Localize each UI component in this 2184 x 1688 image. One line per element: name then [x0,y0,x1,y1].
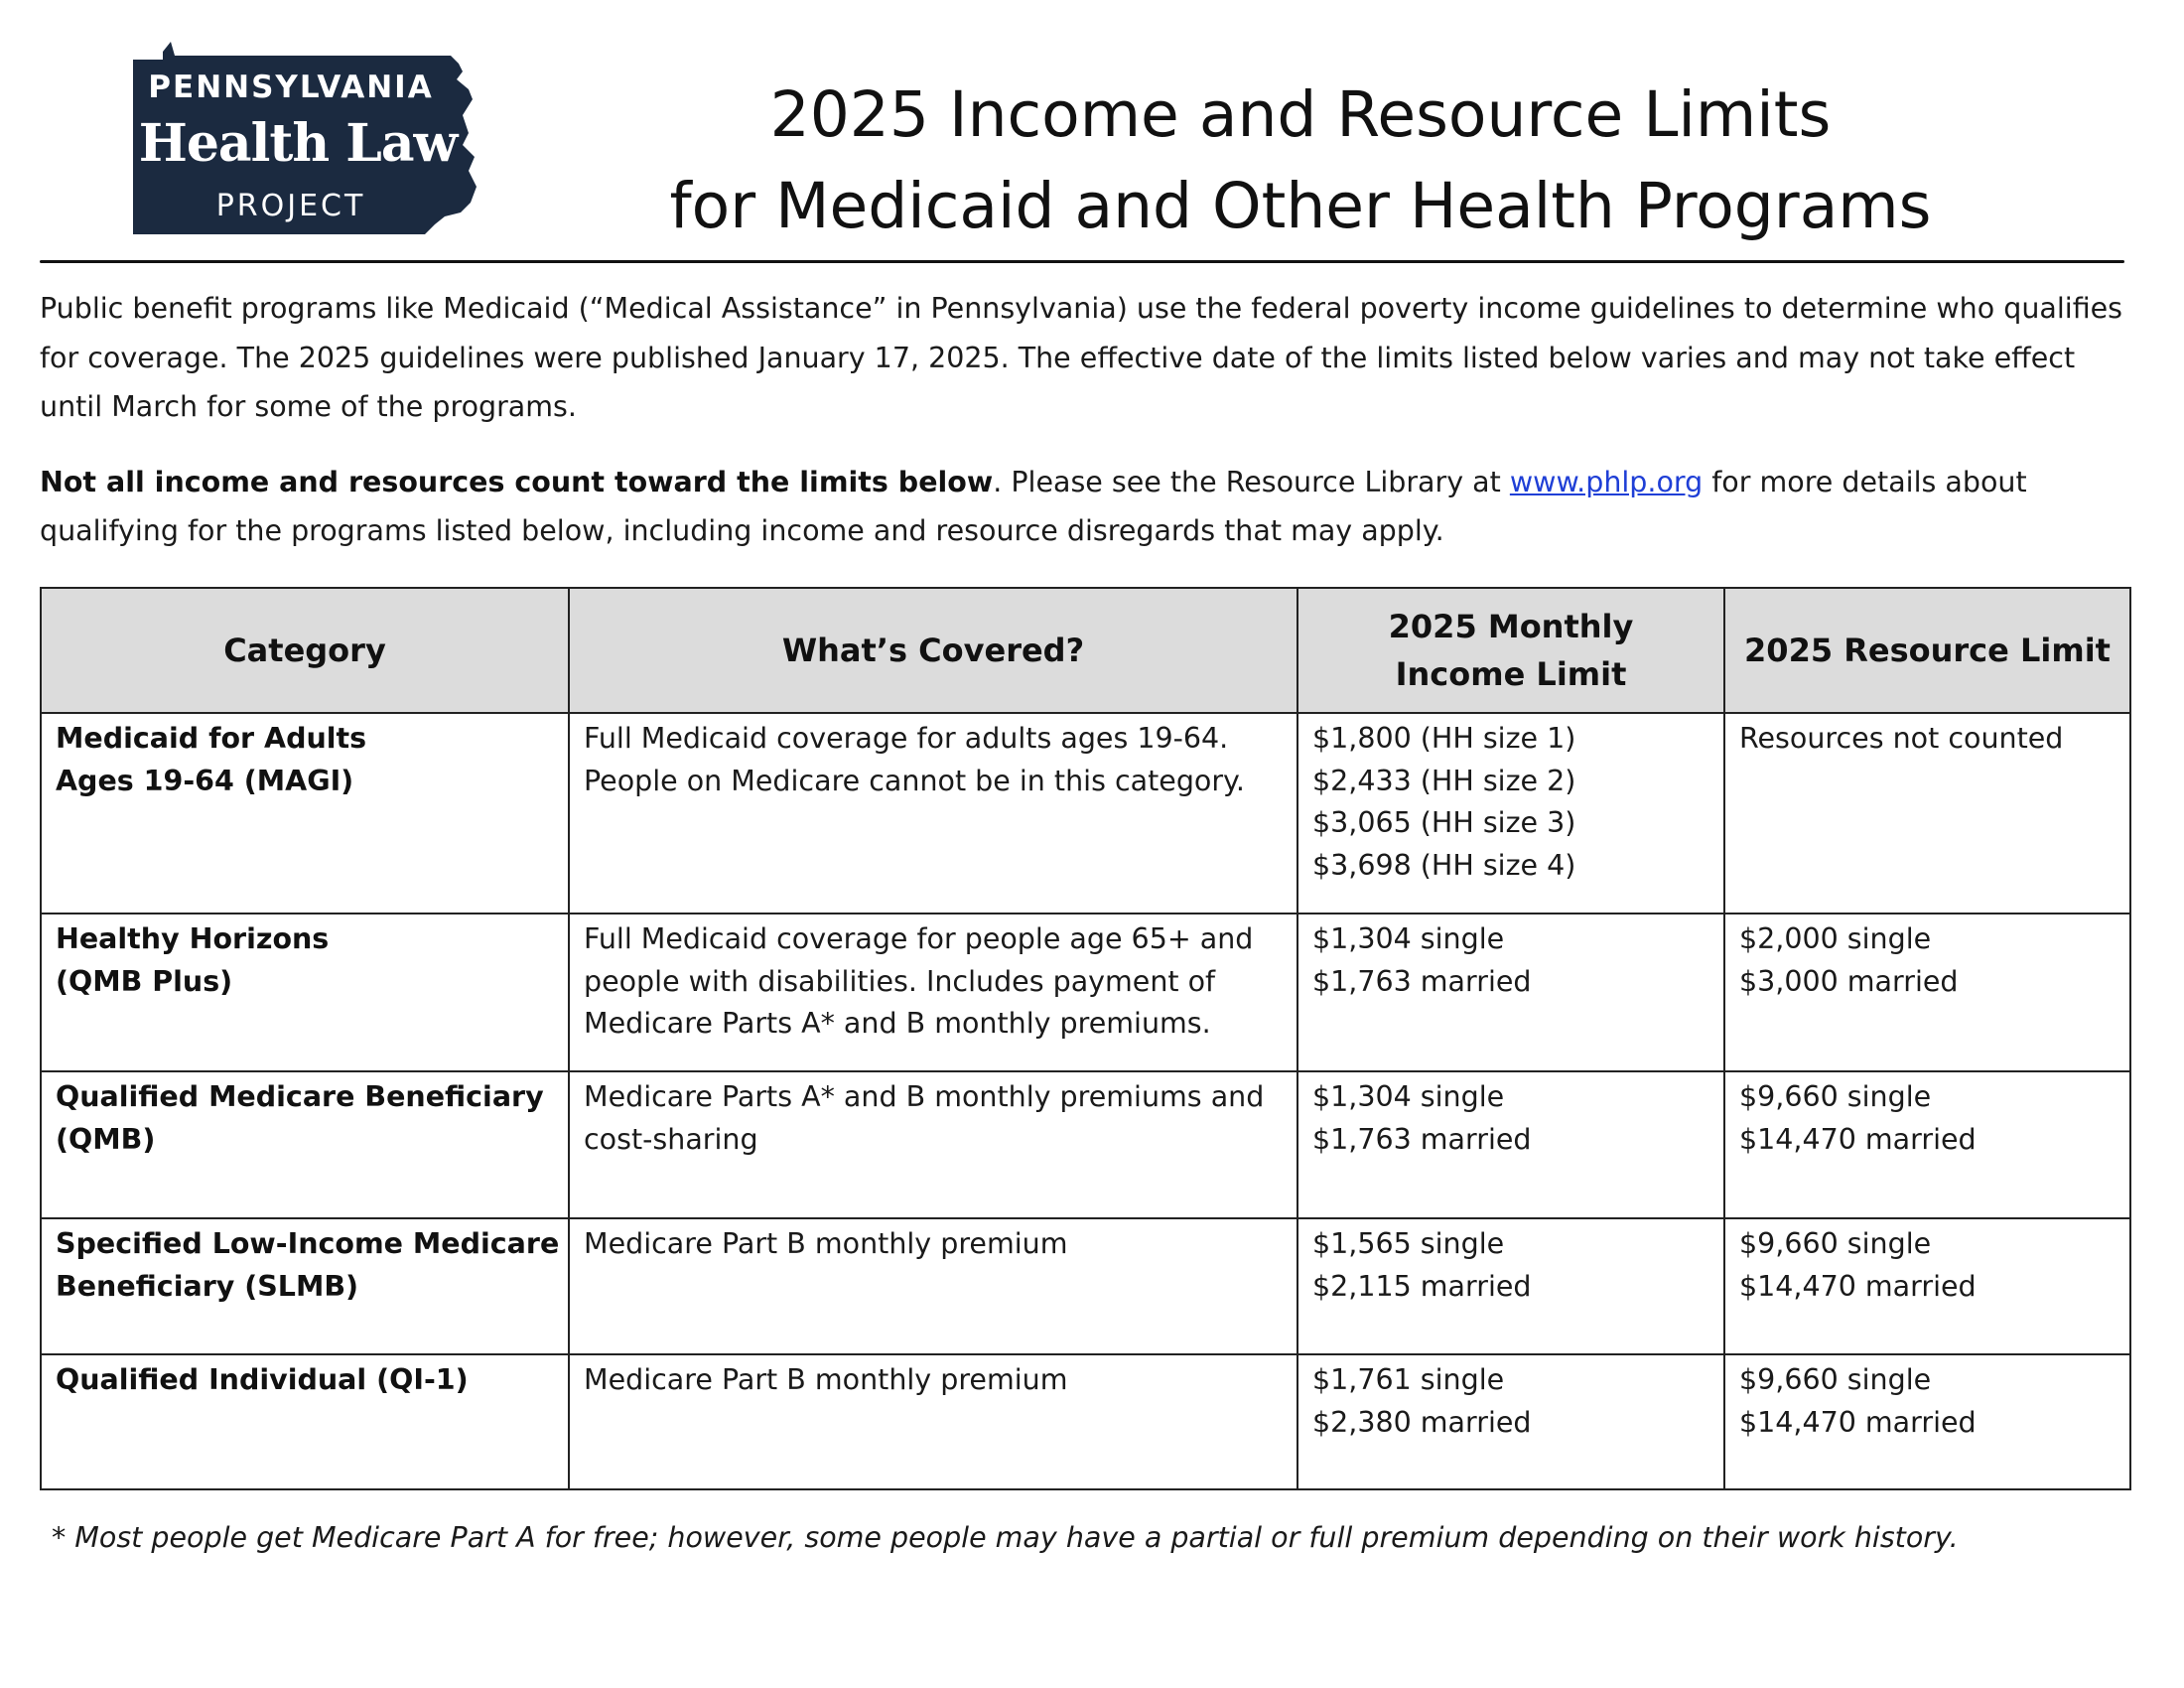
title-line-2: for Medicaid and Other Health Programs [669,170,1932,242]
cell-line: people with disabilities. Includes payment of [584,964,1216,998]
intro-post-link: for more details about qualifying for the programs listed below, including income and resource disregards that may apply. [40,465,2027,547]
cell-line: (QMB Plus) [56,964,233,998]
intro-pre-link: . Please see the Resource Library at [993,465,1510,498]
table-row [41,1218,2130,1354]
category-cell [41,914,569,1071]
logo-line-health-law: Health Law [138,113,458,174]
cell-line: Ages 19-64 (MAGI) [56,764,354,797]
table-row [41,1354,2130,1489]
header-income-limit [1297,588,1724,713]
intro-text [40,284,2144,556]
income-cell [1297,1354,1724,1489]
header-income-line-1: 2025 Monthly [1388,608,1634,645]
covered-cell [569,1218,1297,1354]
resource-cell [1724,1071,2130,1218]
cell-line: $1,304 single [1312,922,1505,955]
cell-line: Medicare Parts A* and B monthly premiums and [584,1080,1265,1113]
footnote: * Most people get Medicare Part A for free; however, some people may have a partial or full premium depending on their work history. [52,1521,1959,1554]
cell-line: $14,470 married [1739,1405,1977,1439]
cell-line: $9,660 single [1739,1227,1932,1260]
cell-line: Medicare Part B monthly premium [584,1227,1068,1260]
covered-cell [569,1071,1297,1218]
cell-line: Beneficiary (SLMB) [56,1269,359,1303]
cell-line: $1,763 married [1312,1122,1532,1156]
table-row [41,713,2130,914]
cell-line: Full Medicaid coverage for adults ages 19-64. [584,722,1229,755]
cell-line: $9,660 single [1739,1363,1932,1396]
table-header-row [41,588,2130,713]
phlp-website-link[interactable]: www.phlp.org [1509,465,1704,498]
cell-line: $1,565 single [1312,1227,1505,1260]
category-cell [41,1071,569,1218]
cell-line: $9,660 single [1739,1080,1932,1113]
cell-line: $3,065 (HH size 3) [1312,806,1576,839]
cell-line: Full Medicaid coverage for people age 65+ and [584,922,1254,955]
logo-line-project: PROJECT [215,189,366,223]
cell-line: $3,000 married [1739,964,1959,998]
category-cell [41,1218,569,1354]
table-row [41,1071,2130,1218]
resource-cell [1724,713,2130,914]
covered-cell [569,1354,1297,1489]
cell-line: Medicare Part B monthly premium [584,1363,1068,1396]
income-cell [1297,713,1724,914]
header-covered: What’s Covered? [569,588,1297,713]
header-category: Category [41,588,569,713]
resource-cell [1724,1354,2130,1489]
intro-paragraph-2 [40,458,2144,556]
cell-line: $2,115 married [1312,1269,1532,1303]
resource-cell [1724,914,2130,1071]
cell-line: $2,433 (HH size 2) [1312,764,1576,797]
cell-line: $1,763 married [1312,964,1532,998]
resource-cell [1724,1218,2130,1354]
cell-line: cost-sharing [584,1122,758,1156]
cell-line: Specified Low-Income Medicare [56,1227,560,1260]
category-cell [41,1354,569,1489]
cell-line: $14,470 married [1739,1122,1977,1156]
cell-line: Medicare Parts A* and B monthly premiums. [584,1007,1211,1040]
intro-paragraph-1: Public benefit programs like Medicaid (“Medical Assistance” in Pennsylvania) use the federal poverty income guidelines to determine who qualifies for coverage. The 2025 guidelines were published January 17, 2025. The effective date of the limits listed below varies and may not take effect until March for some of the programs. [40,292,2123,423]
limits-table [40,587,2131,1490]
page-title [556,70,2045,252]
cell-line: Qualified Medicare Beneficiary [56,1080,544,1113]
header-resource-limit: 2025 Resource Limit [1724,588,2130,713]
cell-line: Resources not counted [1739,722,2064,755]
cell-line: $1,761 single [1312,1363,1505,1396]
cell-line: Qualified Individual (QI-1) [56,1363,469,1396]
cell-line: Healthy Horizons [56,922,330,955]
table-row [41,914,2130,1071]
income-cell [1297,914,1724,1071]
covered-cell [569,713,1297,914]
logo-line-pennsylvania: PENNSYLVANIA [148,70,434,105]
income-cell [1297,1071,1724,1218]
income-cell [1297,1218,1724,1354]
covered-cell [569,914,1297,1071]
cell-line: $1,800 (HH size 1) [1312,722,1576,755]
cell-line: $3,698 (HH size 4) [1312,848,1576,882]
cell-line: $14,470 married [1739,1269,1977,1303]
header-divider [40,260,2124,263]
category-cell [41,713,569,914]
intro-bold-statement: Not all income and resources count toward the limits below [40,465,994,498]
title-line-1: 2025 Income and Resource Limits [769,78,1832,151]
header-income-line-2: Income Limit [1395,655,1627,693]
cell-line: (QMB) [56,1122,156,1156]
cell-line: People on Medicare cannot be in this category. [584,764,1245,797]
cell-line: $1,304 single [1312,1080,1505,1113]
cell-line: $2,000 single [1739,922,1932,955]
phlp-logo [127,42,484,240]
cell-line: Medicaid for Adults [56,722,367,755]
cell-line: $2,380 married [1312,1405,1532,1439]
